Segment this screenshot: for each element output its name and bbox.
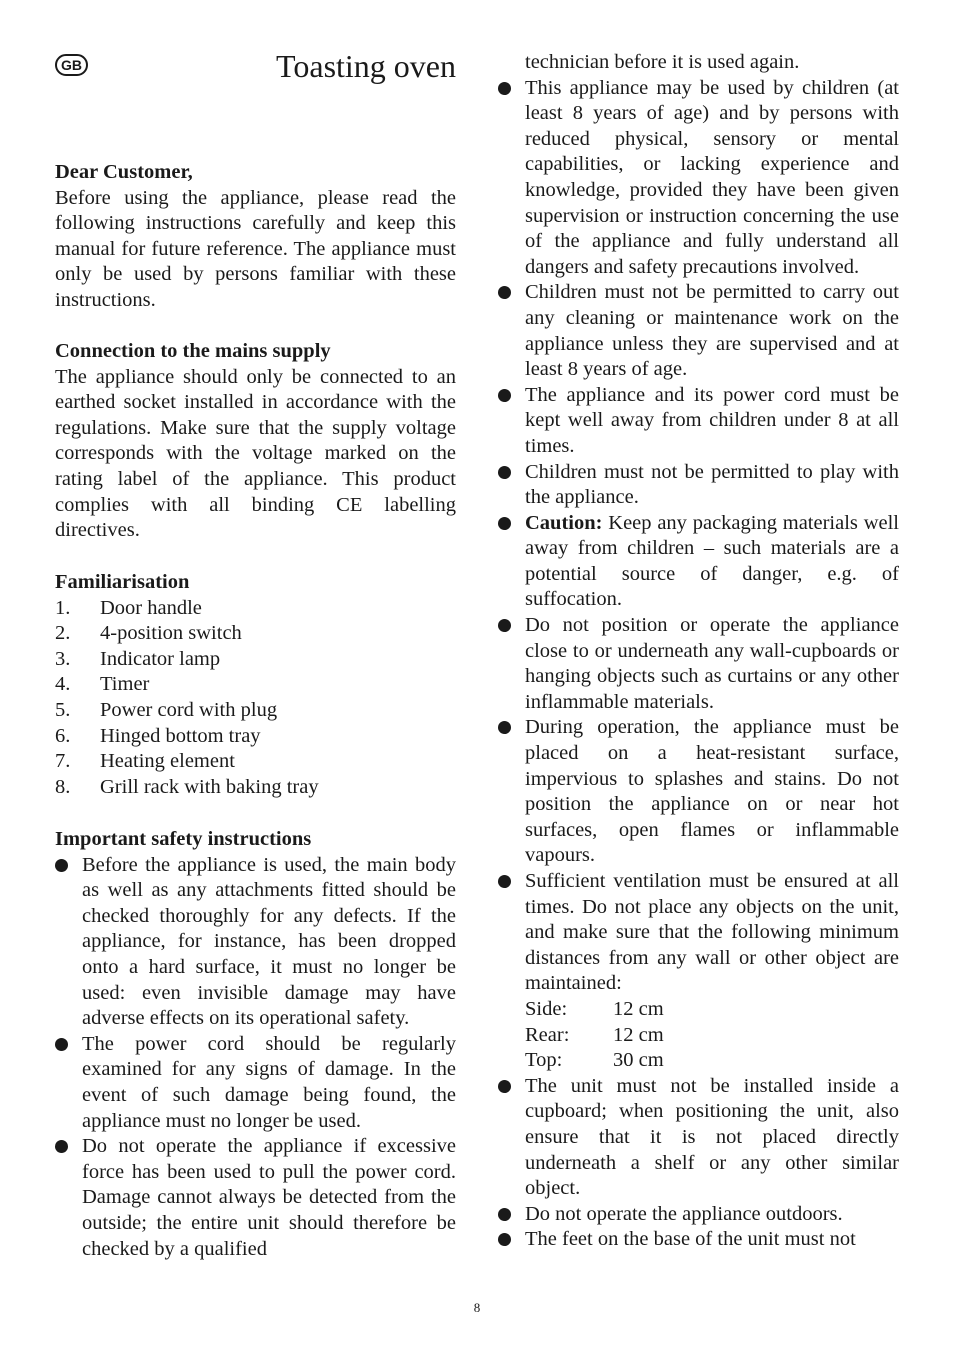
caution-label: Caution: [525,511,603,534]
item-text: This appliance may be used by children (at least 8 years of age) and by persons with reduced physical, sensory or mental capabilities, or lacking experience and knowledge, provided they have been given supervision or instruction concerning the use of the appliance and fully understand all dangers and safety precautions involved. [525,76,899,278]
item-number: 1. [55,596,71,619]
item-label: Grill rack with baking tray [100,775,319,798]
list-item [55,775,456,801]
mains-body: The appliance should only be connected to an earthed socket installed in accordance with the regulations. Make sure that the supply voltage corresponds with the voltage marked on the rating label of the appliance. This product complies with all binding CE labelling directives. [55,365,456,542]
list-item [55,749,456,775]
item-text: Sufficient ventilation must be ensured at all times. Do not place any objects on the unit, and make sure that the following minimum distances from any wall or other object are maintained: [525,870,899,995]
list-item [55,621,456,647]
item-text: Before the appliance is used, the main body as well as any attachments fitted should be checked thoroughly for any defects. If the appliance, for instance, has been dropped onto a hard surface, it must no longer be used: even invisible damage may have adverse effects on its operational safety. [82,853,456,1030]
list-item [498,869,899,1074]
item-text: Children must not be permitted to carry out any cleaning or maintenance work on the appliance unless they are supervised and at least 8 years of age. [525,281,899,381]
safety-continued [498,50,899,1253]
list-item [55,853,456,1032]
item-text: The appliance and its power cord must be kept well away from children under 8 at all times. [525,383,899,457]
list-item [55,647,456,673]
item-number: 6. [55,724,71,747]
familiarisation-section [55,570,456,800]
list-item [498,383,899,460]
item-label: Heating element [100,750,235,773]
item-text: Keep any packaging materials well away from children – such materials are a potential source of danger, e.g. of suffocation. [525,511,899,611]
page-title: Toasting oven [276,48,456,84]
safety-section [55,827,456,1262]
bullet-icon [498,389,511,402]
item-text: Do not operate the appliance outdoors. [525,1202,843,1225]
distance-value: 30 cm [613,1049,664,1072]
item-number: 2. [55,622,71,645]
list-item [55,698,456,724]
bullet-icon [498,466,511,479]
distance-row [525,997,899,1023]
bullet-icon [498,1233,511,1246]
page-number: 8 [473,1300,481,1315]
intro-section [55,160,456,314]
distance-row [525,1048,899,1074]
bullet-icon [498,1208,511,1221]
list-item [55,672,456,698]
item-text: The power cord should be regularly examined for any signs of damage. In the event of such damage being found, the appliance must no longer be used. [82,1032,456,1132]
bullet-icon [498,1080,511,1093]
parts-list [55,596,456,801]
familiarisation-heading: Familiarisation [55,571,190,593]
list-item [498,613,899,715]
safety-heading: Important safety instructions [55,828,312,850]
mains-section [55,339,456,544]
item-text: Children must not be permitted to play with the appliance. [525,460,899,509]
list-item [498,1074,899,1202]
bullet-icon [498,721,511,734]
country-badge: GB [55,54,88,76]
list-item [498,511,899,613]
list-item [498,1202,899,1228]
item-number: 7. [55,750,71,773]
list-item [498,715,899,869]
item-label: Indicator lamp [100,647,221,670]
bullet-icon [55,1038,68,1051]
item-number: 3. [55,647,71,670]
intro-body: Before using the appliance, please read the following instructions carefully and keep this manual for future reference. The appliance must only be used by persons familiar with these instructions. [55,186,456,311]
list-item [55,1134,456,1262]
safety-list-right [498,50,899,1253]
item-label: Timer [100,673,150,696]
bullet-icon [498,286,511,299]
item-text: The unit must not be installed inside a cupboard; when positioning the unit, also ensure that it is not placed directly underneath a shelf or any other similar object. [525,1074,899,1200]
item-number: 4. [55,673,71,696]
mains-heading: Connection to the mains supply [55,340,331,362]
bullet-icon [498,875,511,888]
item-label: 4-position switch [100,622,242,645]
distance-label: Top: [525,1049,563,1072]
list-item [498,76,899,281]
list-item [55,596,456,622]
item-text: technician before it is used again. [525,51,800,73]
intro-heading: Dear Customer, [55,161,193,183]
item-number: 8. [55,775,71,798]
distance-table [525,997,899,1074]
bullet-icon [498,517,511,530]
list-item [55,1032,456,1134]
list-item [55,724,456,750]
item-text: During operation, the appliance must be placed on a heat-resistant surface, impervious to splashes and stains. Do not position the appliance on or near hot surfaces, open flames or inflammable vapours. [525,716,899,867]
distance-label: Side: [525,997,568,1020]
safety-list-left [55,853,456,1263]
list-item [498,460,899,511]
list-item [498,1227,899,1253]
bullet-icon [498,82,511,95]
bullet-icon [55,1140,68,1153]
list-item-continuation [498,50,899,76]
bullet-icon [498,619,511,632]
item-label: Door handle [100,596,202,619]
list-item [498,280,899,382]
item-text: Do not position or operate the appliance close to or underneath any wall-cupboards or hanging objects such as curtains or any other inflammable materials. [525,614,899,713]
item-number: 5. [55,698,71,721]
item-text: The feet on the base of the unit must not [525,1228,856,1251]
bullet-icon [55,859,68,872]
item-label: Power cord with plug [100,698,278,721]
distance-row [525,1023,899,1049]
distance-label: Rear: [525,1023,570,1046]
item-text: Do not operate the appliance if excessive force has been used to pull the power cord. Damage cannot always be detected from the outside; the entire unit should therefore be checked by a qualified [82,1135,456,1260]
distance-value: 12 cm [613,1023,664,1046]
distance-value: 12 cm [613,997,664,1020]
item-label: Hinged bottom tray [100,724,261,747]
